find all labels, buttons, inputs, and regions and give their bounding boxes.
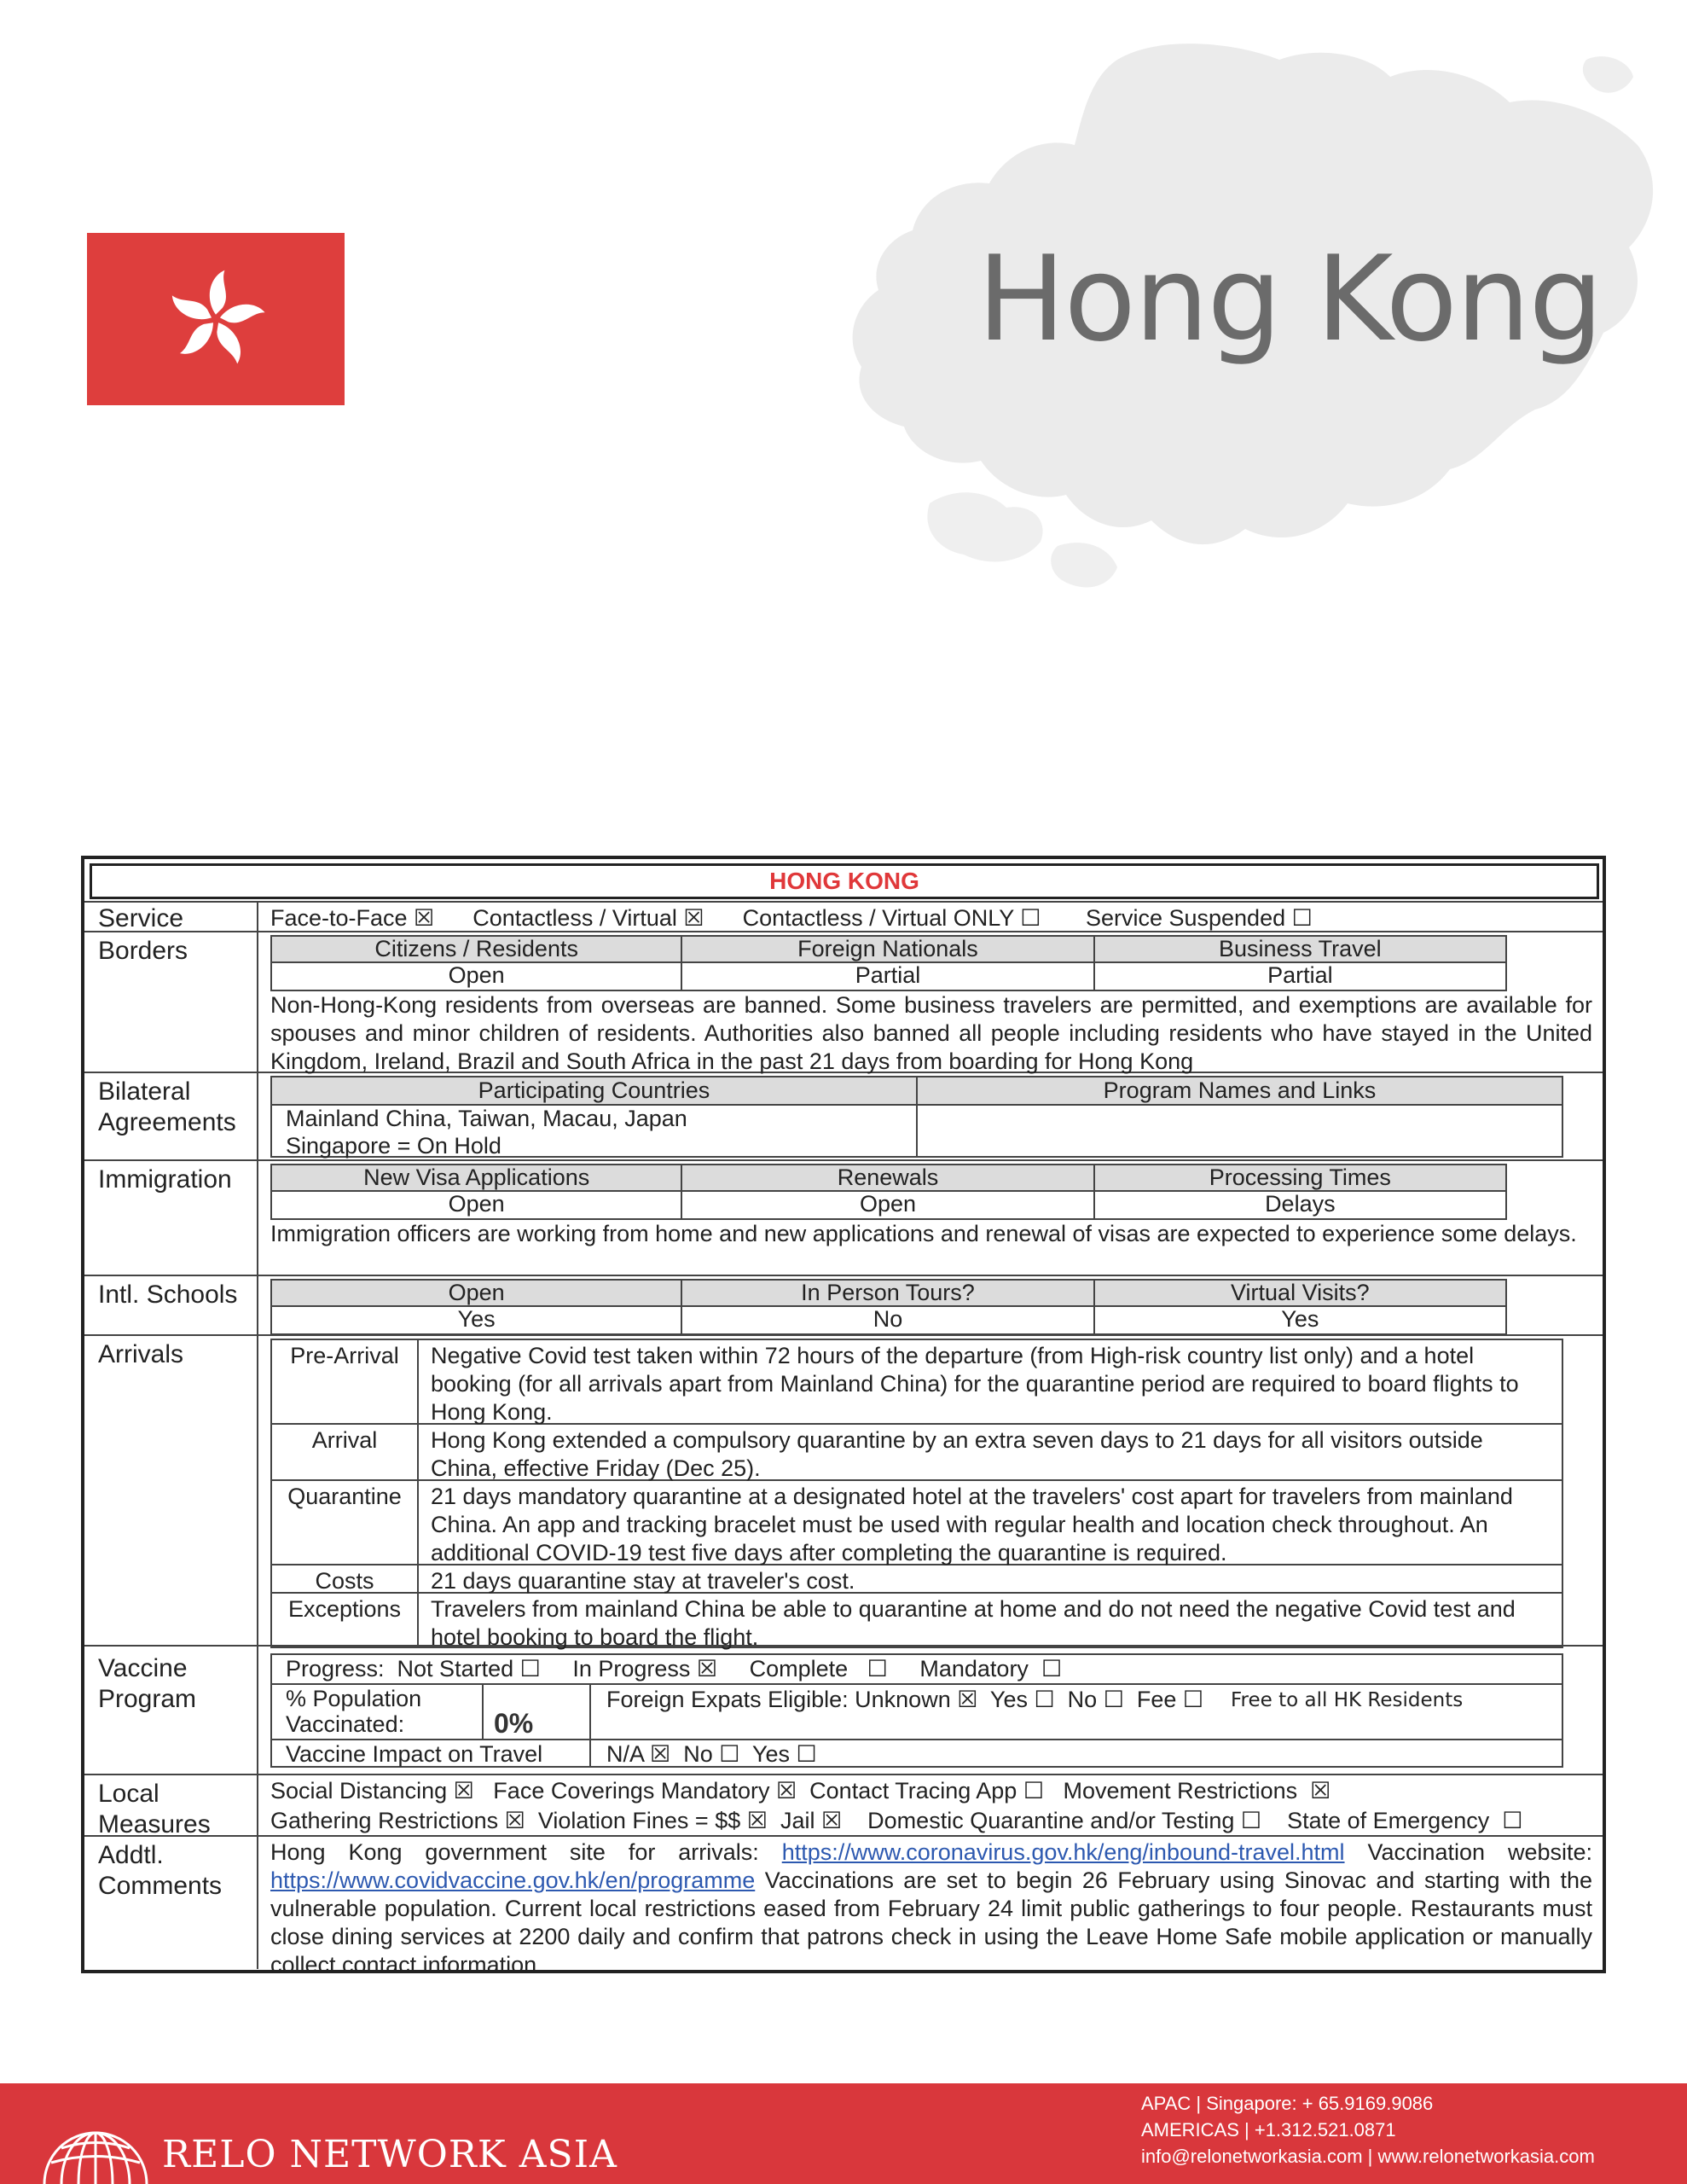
schools-value: Yes [1095, 1307, 1507, 1335]
bilateral-countries: Mainland China, Taiwan, Macau, Japan [286, 1106, 687, 1131]
bilateral-divider [916, 1106, 918, 1156]
vaccine-impact-value: N/A ☒ No ☐ Yes ☐ [606, 1741, 817, 1767]
row-arrivals [84, 1336, 1603, 1650]
hong-kong-flag [87, 233, 345, 405]
local-measures-line: Gathering Restrictions ☒ Violation Fines = $$ ☒ Jail ☒ Domestic Quarantine and/or Testing ☐ State of Emergency ☐ [270, 1808, 1523, 1833]
vaccine-table [270, 1653, 1563, 1768]
brand-name: RELO NETWORK ASIA [162, 2133, 617, 2176]
schools-value: Yes [270, 1307, 682, 1335]
sheet-title: HONG KONG [90, 863, 1599, 899]
arrivals-row [272, 1594, 1562, 1650]
row-label-service: Service [98, 904, 184, 932]
arrivals-row-label: Exceptions [272, 1594, 419, 1647]
arrivals-row-label: Arrival [272, 1425, 419, 1479]
arrivals-row-text: 21 days quarantine stay at traveler's cost. [431, 1568, 855, 1594]
vaccine-progress: Progress: Not Started ☐ In Progress ☒ Complete ☐ Mandatory ☐ [286, 1656, 1063, 1682]
schools-header: Open [270, 1279, 682, 1307]
local-measures-line: Social Distancing ☒ Face Coverings Mandatory ☒ Contact Tracing App ☐ Movement Restrictions ☒ [270, 1778, 1331, 1804]
arrivals-row-label: Quarantine [272, 1481, 419, 1564]
row-label-local: Local Measures [98, 1780, 211, 1838]
contact-americas: AMERICAS | +1.312.521.0871 [1141, 2119, 1396, 2140]
vaccine-pop-value: 0% [494, 1708, 534, 1739]
row-bilateral [84, 1073, 1603, 1161]
row-comments [84, 1837, 1603, 1978]
globe-logo-icon [36, 2090, 155, 2184]
borders-header: Citizens / Residents [270, 935, 682, 963]
immigration-note: Immigration officers are working from home and new applications and renewal of visas are expected to experience some delays. [270, 1221, 1577, 1246]
bilateral-table [270, 1076, 1563, 1158]
arrivals-site-link[interactable]: https://www.coronavirus.gov.hk/eng/inbound-travel.html [781, 1839, 1345, 1865]
bilateral-header: Participating Countries [272, 1077, 918, 1106]
arrivals-row-text: Travelers from mainland China be able to quarantine at home and do not need the negative Covid test and hotel booking to board the flight. [431, 1596, 1516, 1650]
row-local [84, 1775, 1603, 1837]
row-label-arrivals: Arrivals [98, 1340, 184, 1368]
arrivals-row-text: 21 days mandatory quarantine at a designated hotel at the travelers' cost apart for travelers from mainland China. An app and tracking bracelet must be used with regular health and location check throughout. An additional COVID-19 test five days after completing the quarantine is required. [431, 1484, 1513, 1565]
borders-header: Foreign Nationals [682, 935, 1094, 963]
page-title: Hong Kong [977, 230, 1602, 368]
row-immigration [84, 1161, 1603, 1276]
borders-value: Partial [682, 963, 1094, 991]
immigration-value: Delays [1095, 1192, 1507, 1220]
arrivals-row [272, 1425, 1562, 1481]
arrivals-row [272, 1481, 1562, 1565]
arrivals-row-label: Costs [272, 1565, 419, 1592]
country-status-table [81, 856, 1606, 1978]
schools-header: In Person Tours? [682, 1279, 1094, 1307]
borders-value: Open [270, 963, 682, 991]
row-label-immigration: Immigration [98, 1165, 232, 1194]
service-options: Face-to-Face ☒ Contactless / Virtual ☒ Contactless / Virtual ONLY ☐ Service Suspended ☐ [270, 905, 1313, 931]
immigration-grid [270, 1164, 1507, 1220]
row-schools [84, 1276, 1603, 1336]
bilateral-header: Program Names and Links [918, 1077, 1562, 1106]
schools-header: Virtual Visits? [1095, 1279, 1507, 1307]
borders-grid [270, 935, 1507, 991]
footer-contact [1141, 2090, 1595, 2169]
contact-email-web[interactable]: info@relonetworkasia.com | www.relonetworkasia.com [1141, 2146, 1595, 2167]
arrivals-table [270, 1339, 1563, 1648]
footer [0, 2083, 1687, 2184]
contact-apac: APAC | Singapore: + 65.9169.9086 [1141, 2093, 1434, 2114]
comments-text: Hong Kong government site for arrivals: https://www.coronavirus.gov.hk/eng/inbound-travel.html Vaccination website: https://www.covidvaccine.gov.hk/en/programme Vaccinations are set to begin 26 February using Sinovac and starting with the vulnerable population. Current local restrictions eased from February 24 limit public gatherings to four people. Restaurants must close dining services at 2200 daily and confirm that patrons check in using the Leave Home Safe mobile application or manually collect contact information. [270, 1839, 1593, 1978]
immigration-value: Open [270, 1192, 682, 1220]
vaccine-eligible: Foreign Expats Eligible: Unknown ☒ Yes ☐ No ☐ Fee ☐ [606, 1687, 1204, 1712]
arrivals-row [272, 1340, 1562, 1425]
vaccine-pop-label: % Population Vaccinated: [286, 1686, 422, 1737]
row-label-borders: Borders [98, 937, 188, 965]
row-label-comments: Addtl. Comments [98, 1841, 223, 1900]
immigration-header: Processing Times [1095, 1164, 1507, 1192]
immigration-header: New Visa Applications [270, 1164, 682, 1192]
schools-value: No [682, 1307, 1094, 1335]
immigration-header: Renewals [682, 1164, 1094, 1192]
immigration-value: Open [682, 1192, 1094, 1220]
arrivals-row [272, 1565, 1562, 1594]
vaccination-site-link[interactable]: https://www.covidvaccine.gov.hk/en/programme [270, 1867, 756, 1893]
bauhinia-icon [160, 264, 271, 375]
row-label-bilateral: Bilateral Agreements [98, 1077, 236, 1136]
arrivals-row-text: Hong Kong extended a compulsory quarantine by an extra seven days to 21 days for all visitors outside China, effective Friday (Dec 25). [431, 1427, 1483, 1481]
row-vaccine [84, 1647, 1603, 1775]
arrivals-row-label: Pre-Arrival [272, 1340, 419, 1423]
schools-grid [270, 1279, 1507, 1335]
row-service [84, 901, 1603, 932]
arrivals-row-text: Negative Covid test taken within 72 hours of the departure (from High-risk country list only) and a hotel booking (for all arrivals apart from Mainland China) for the quarantine period are required to board flights to Hong Kong. [431, 1343, 1519, 1425]
bilateral-countries-note: Singapore = On Hold [286, 1133, 501, 1159]
borders-value: Partial [1095, 963, 1507, 991]
row-borders [84, 932, 1603, 1073]
vaccine-eligible-note: Free to all HK Residents [1231, 1689, 1464, 1711]
row-label-schools: Intl. Schools [98, 1281, 238, 1309]
borders-note: Non-Hong-Kong residents from overseas are banned. Some business travelers are permitted, and exemptions are available for spouses and minor children of residents. Authorities also banned all people including residents who have stayed in the United Kingdom, Ireland, Brazil and South Africa in the past 21 days from boarding for Hong Kong [270, 992, 1592, 1074]
borders-header: Business Travel [1095, 935, 1507, 963]
vaccine-impact-label: Vaccine Impact on Travel [286, 1741, 543, 1767]
row-label-vaccine: Vaccine Program [98, 1654, 197, 1713]
